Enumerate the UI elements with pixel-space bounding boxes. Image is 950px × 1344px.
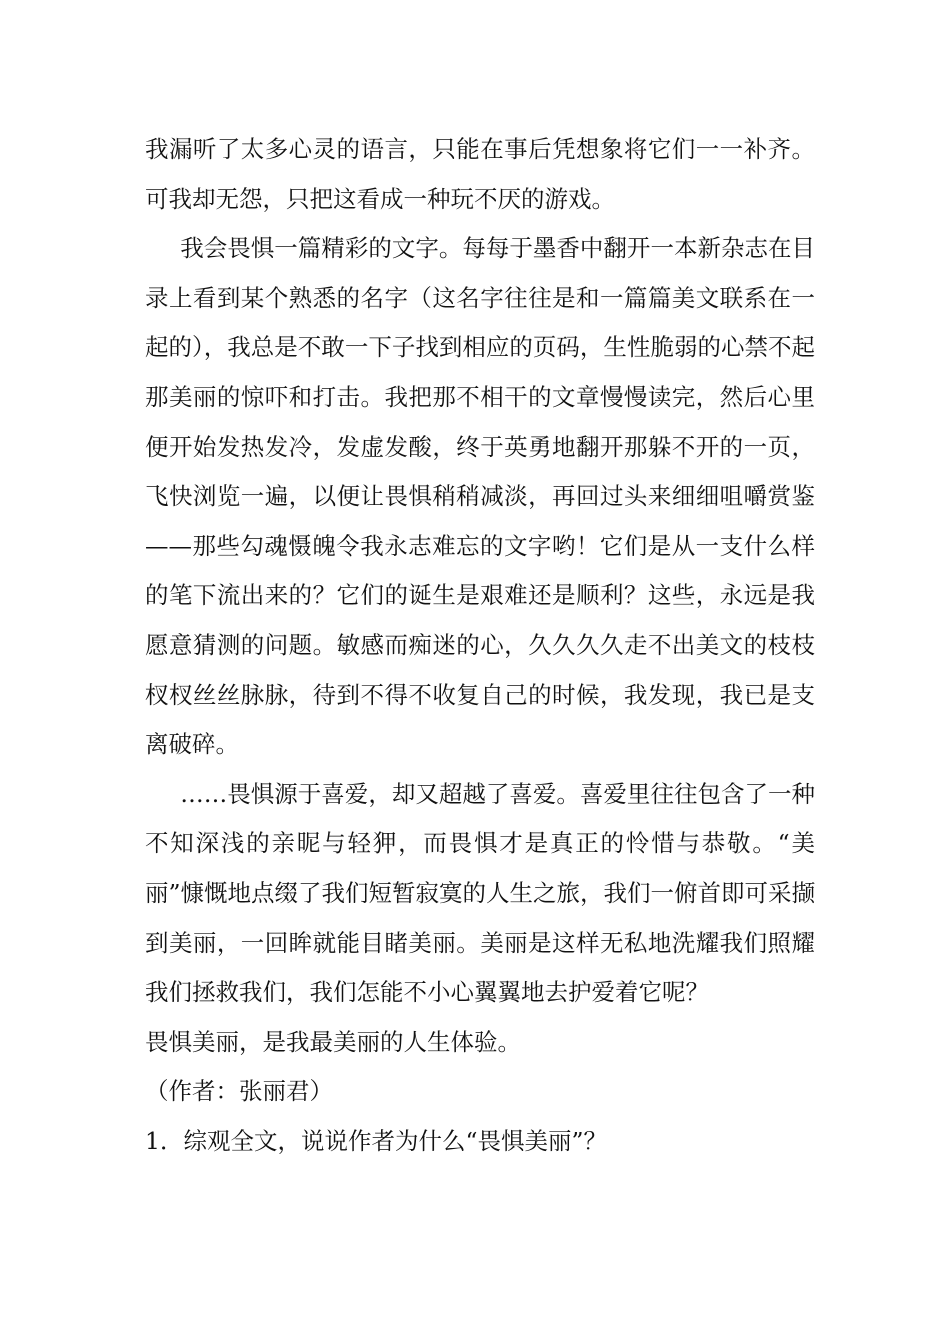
author-credit: （作者：张丽君）	[145, 1077, 333, 1106]
paragraph-fear-and-love: ……畏惧源于喜爱，却又超越了喜爱。喜爱里往往包含了一种不知深浅的亲昵与轻狎，而畏惧才是真正的怜惜与恭敬。“美丽”慷慨地点缀了我们短暂寂寞的人生之旅，我们一俯首即可采撷到美丽，一回眸就能目睹美丽。美丽是这样无私地洗耀我们照耀我们拯救我们，我们怎能不小心翼翼地去护爱着它呢？	[145, 779, 816, 1007]
question-1: 1．综观全文，说说作者为什么“畏惧美丽”？	[145, 1126, 607, 1155]
paragraph-conclusion: 畏惧美丽，是我最美丽的人生体验。	[145, 1027, 521, 1056]
paragraph-fear-of-writing: 我会畏惧一篇精彩的文字。每每于墨香中翻开一本新杂志在目录上看到某个熟悉的名字（这名字往往是和一篇篇美文联系在一起的），我总是不敢一下子找到相应的页码，生性脆弱的心禁不起那美丽的惊吓和打击。我把那不相干的文章慢慢读完，然后心里便开始发热发冷，发虚发酸，终于英勇地翻开那躲不开的一页，飞快浏览一遍，以便让畏惧稍稍减淡，再回过头来细细咀嚼赏鉴——那些勾魂慑魄令我永志难忘的文字哟！它们是从一支什么样的笔下流出来的？它们的诞生是艰难还是顺利？这些，永远是我愿意猜测的问题。敏感而痴迷的心，久久久久走不出美文的枝枝杈杈丝丝脉脉，待到不得不收复自己的时候，我发现，我已是支离破碎。	[145, 234, 815, 759]
paragraph-intro-continuation: 我漏听了太多心灵的语言，只能在事后凭想象将它们一一补齐。可我却无怨，只把这看成一种玩不厌的游戏。	[145, 135, 815, 213]
document-body	[145, 125, 815, 1166]
